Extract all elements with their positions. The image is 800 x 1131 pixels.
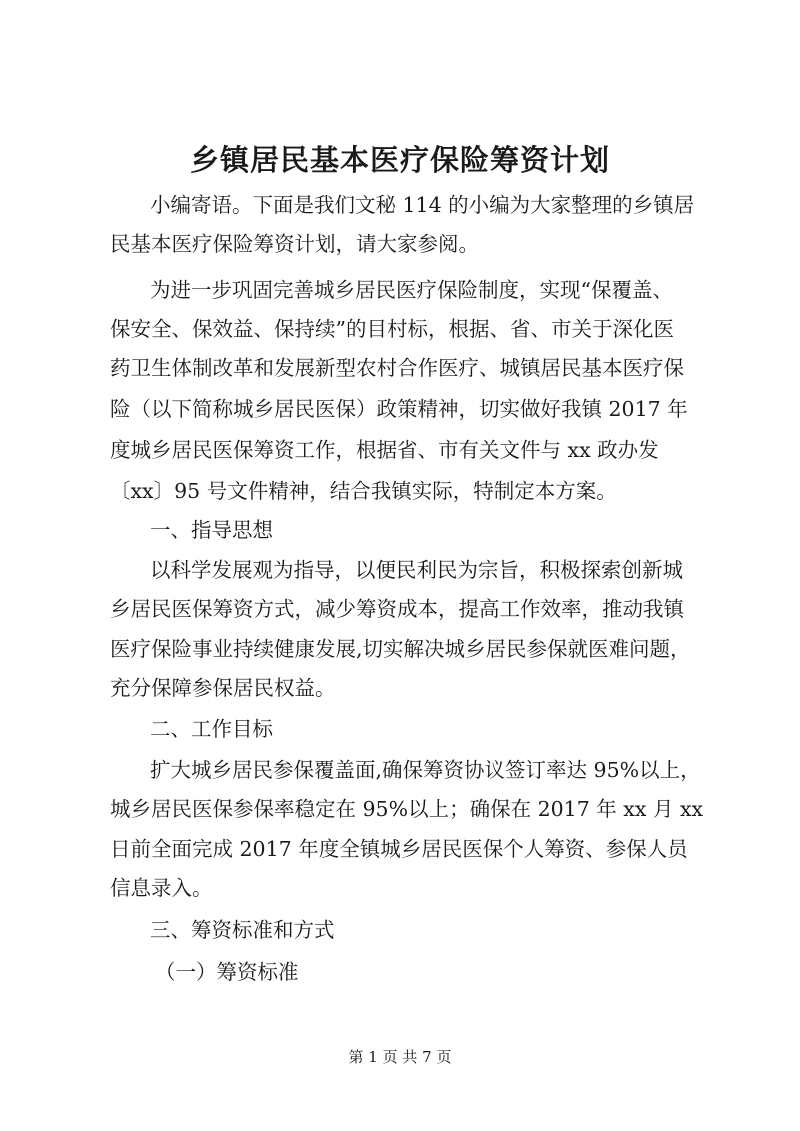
paragraph-line: 日前全面完成 2017 年度全镇城乡居民医保个人筹资、参保人员 — [110, 837, 688, 861]
paragraph-line: 扩大城乡居民参保覆盖面,确保筹资协议签订率达 95%以上， — [150, 758, 701, 782]
section-heading: 三、筹资标准和方式 — [150, 918, 335, 942]
paragraph-line: 保安全、保效益、保持续”的目村标，根据、省、市关于深化医 — [110, 317, 674, 341]
paragraph-line: 为进一步巩固完善城乡居民医疗保险制度，实现“保覆盖、 — [150, 278, 673, 302]
paragraph-line: 药卫生体制改革和发展新型农村合作医疗、城镇居民基本医疗保 — [110, 356, 684, 380]
paragraph-line: 〔xx〕95 号文件精神，结合我镇实际，特制定本方案。 — [110, 479, 617, 503]
paragraph-line: 医疗保险事业持续健康发展,切实解决城乡居民参保就医难问题， — [110, 637, 691, 661]
paragraph-line: 以科学发展观为指导，以便民利民为宗旨，积极探索创新城 — [150, 558, 683, 582]
paragraph-line: 充分保障参保居民权益。 — [110, 676, 336, 700]
page-number: 第 1 页 共 7 页 — [348, 1048, 452, 1066]
subsection-heading: （一）筹资标准 — [155, 960, 299, 984]
document-title: 乡镇居民基本医疗保险筹资计划 — [189, 143, 610, 177]
paragraph-line: 城乡居民医保参保率稳定在 95%以上；确保在 2017 年 xx 月 xx — [110, 797, 704, 821]
paragraph-line: 度城乡居民医保筹资工作，根据省、市有关文件与 xx 政办发 — [110, 438, 659, 462]
paragraph-line: 信息录入。 — [110, 876, 213, 900]
intro-line: 民基本医疗保险筹资计划，请大家参阅。 — [110, 232, 479, 256]
section-heading: 一、指导思想 — [150, 518, 273, 542]
paragraph-line: 险（以下简称城乡居民医保）政策精神，切实做好我镇 2017 年 — [110, 397, 688, 421]
section-heading: 二、工作目标 — [150, 717, 273, 741]
intro-line: 小编寄语。下面是我们文秘 114 的小编为大家整理的乡镇居 — [150, 193, 695, 217]
paragraph-line: 乡居民医保筹资方式，减少筹资成本，提高工作效率，推动我镇 — [110, 597, 684, 621]
